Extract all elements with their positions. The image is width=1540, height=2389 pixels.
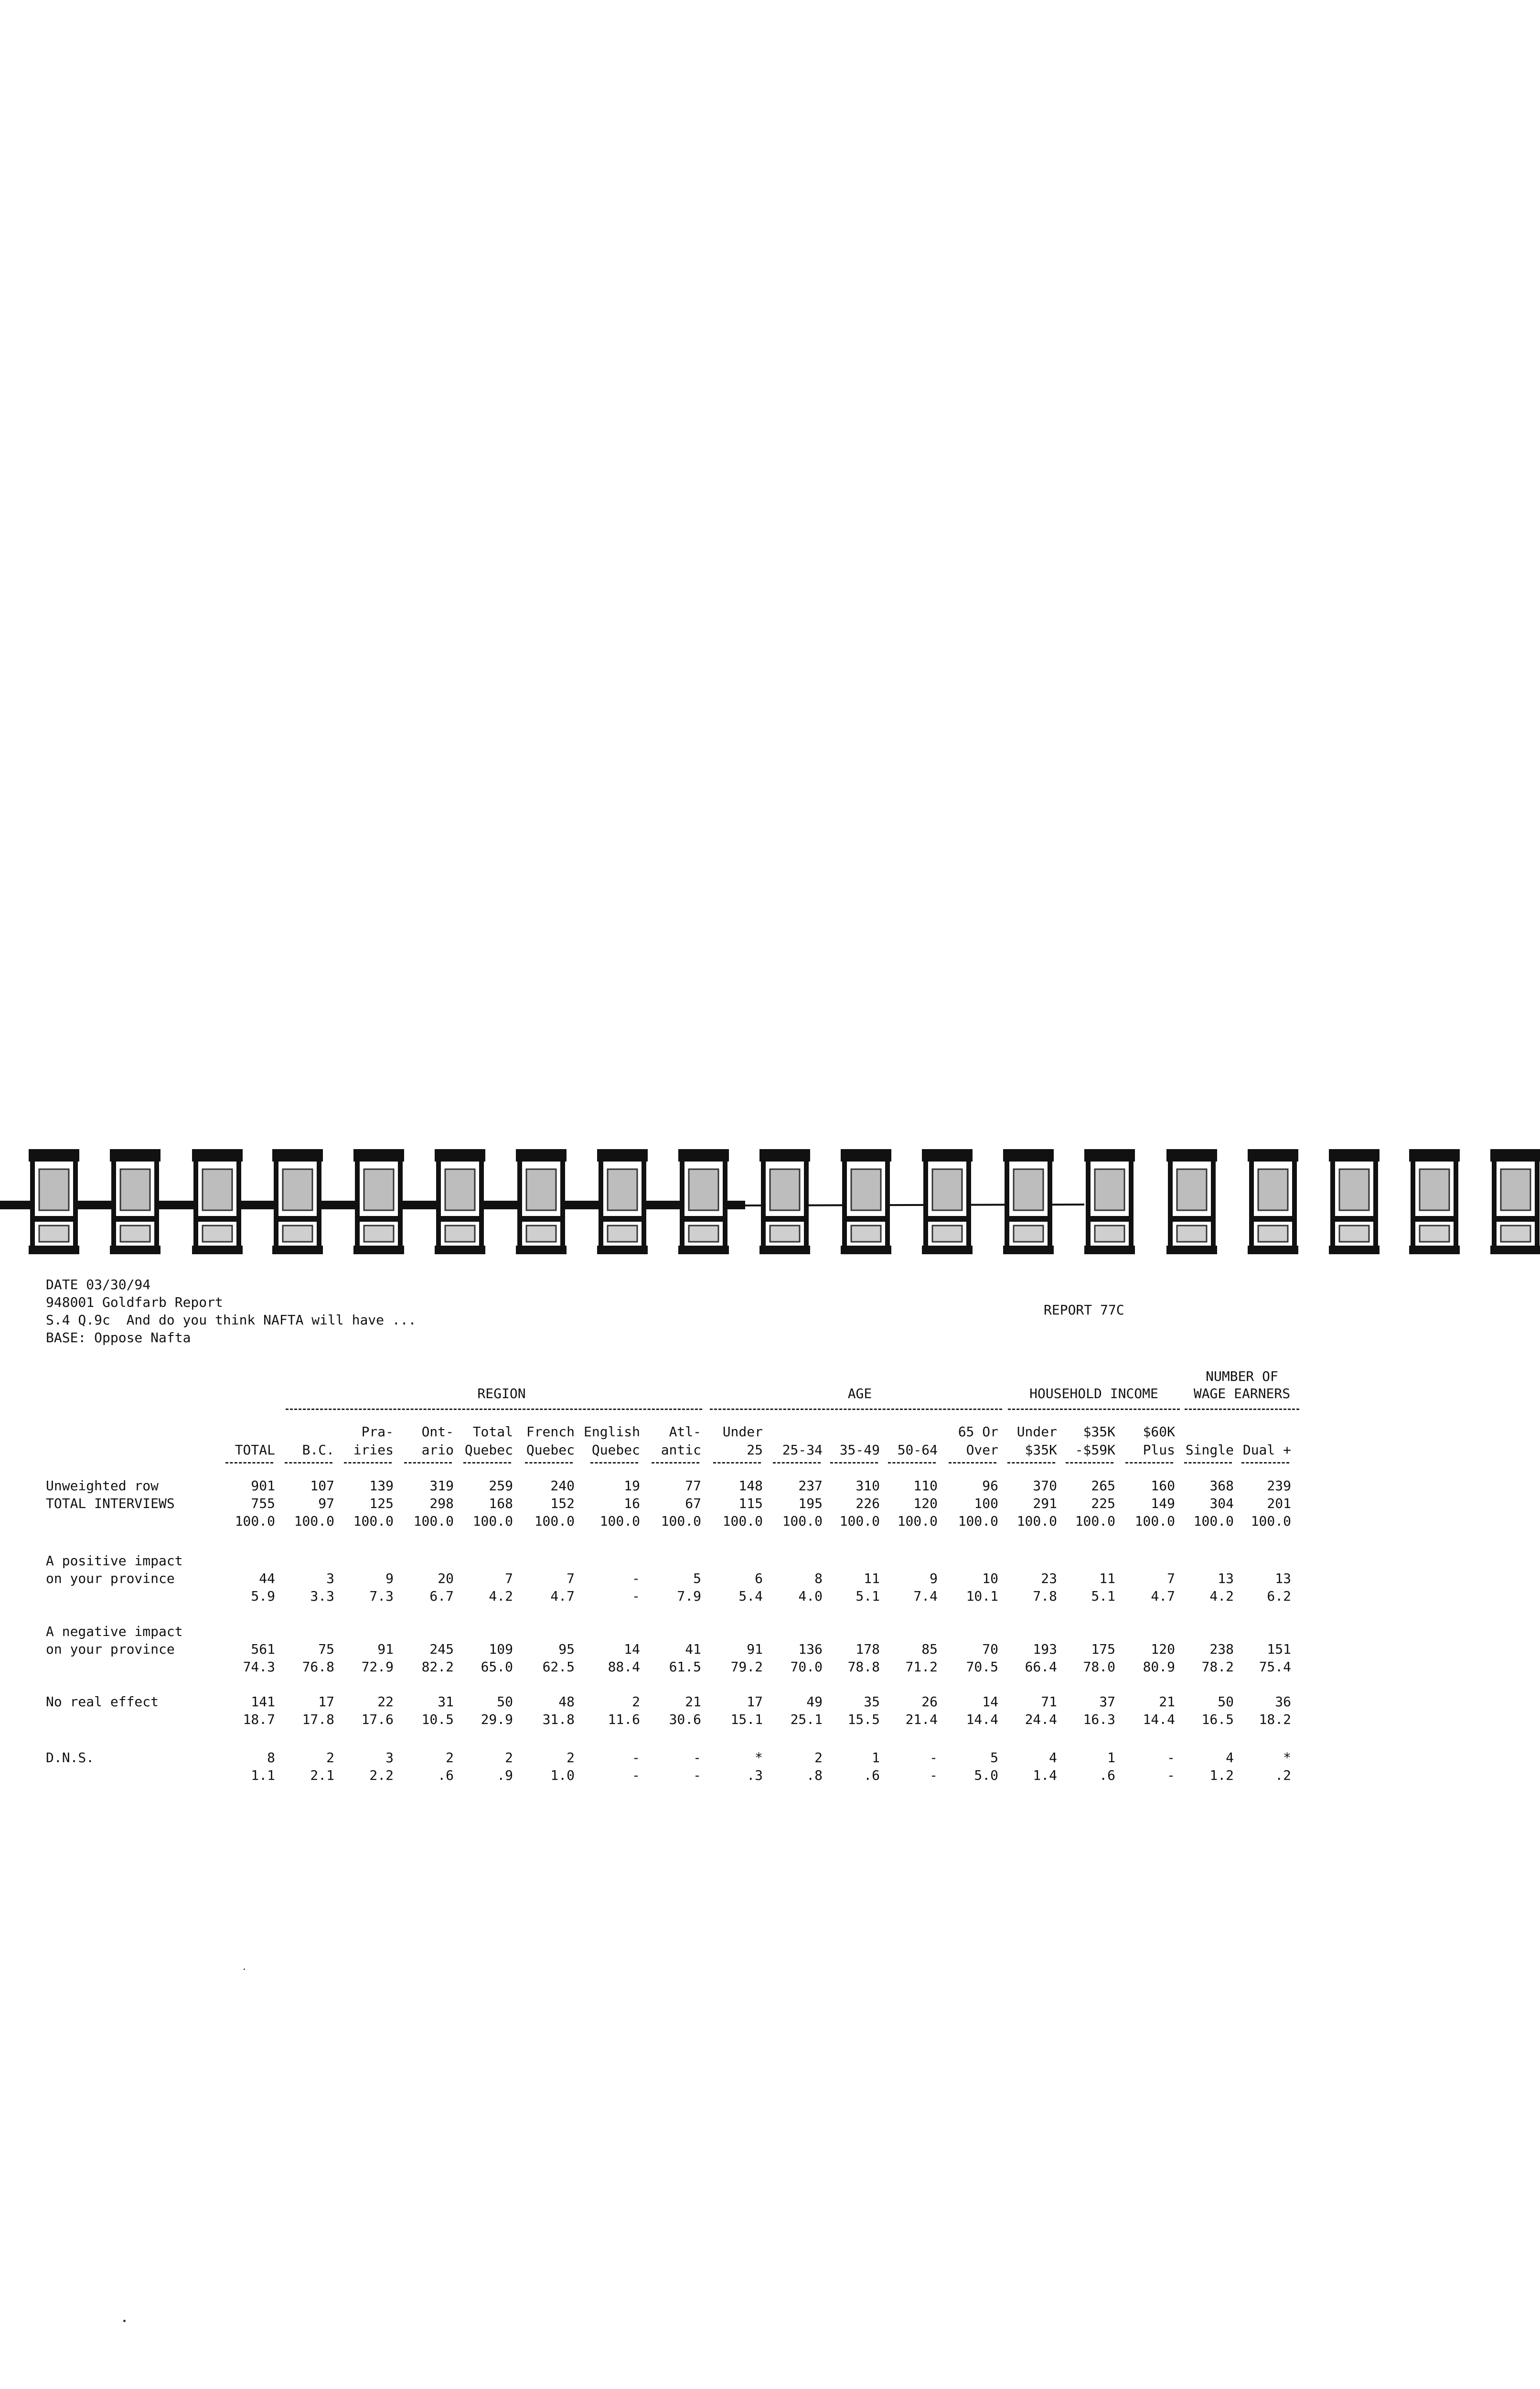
table-cell: 100.0 bbox=[472, 1513, 513, 1529]
table-cell: 70.5 bbox=[966, 1659, 998, 1675]
table-cell: 7.9 bbox=[677, 1588, 701, 1604]
table-cell: .8 bbox=[806, 1767, 823, 1783]
table-cell: 9 bbox=[385, 1571, 394, 1586]
column-underline bbox=[404, 1462, 452, 1464]
table-cell: 50 bbox=[497, 1694, 513, 1710]
table-cell: - bbox=[632, 1588, 640, 1604]
base-text: BASE: Oppose Nafta bbox=[46, 1330, 191, 1345]
table-cell: 238 bbox=[1209, 1641, 1234, 1657]
table-cell: - bbox=[1167, 1767, 1175, 1783]
table-cell: 5 bbox=[990, 1750, 998, 1765]
table-cell: 80.9 bbox=[1143, 1659, 1175, 1675]
table-cell: 100.0 bbox=[958, 1513, 998, 1529]
table-cell: 139 bbox=[369, 1478, 394, 1494]
column-header: -$59K bbox=[1075, 1442, 1115, 1458]
table-cell: 49 bbox=[806, 1694, 823, 1710]
table-cell: 31 bbox=[438, 1694, 454, 1710]
column-header: $60K bbox=[1143, 1424, 1175, 1440]
table-cell: 71 bbox=[1041, 1694, 1057, 1710]
row-label: on your province bbox=[46, 1571, 175, 1586]
table-cell: 110 bbox=[913, 1478, 938, 1494]
table-cell: 149 bbox=[1151, 1496, 1175, 1511]
table-cell: 160 bbox=[1151, 1478, 1175, 1494]
table-cell: * bbox=[1283, 1750, 1291, 1765]
column-header: French bbox=[526, 1424, 575, 1440]
table-cell: 77 bbox=[685, 1478, 701, 1494]
row-label: on your province bbox=[46, 1641, 175, 1657]
table-cell: 901 bbox=[251, 1478, 275, 1494]
group-age: AGE bbox=[847, 1386, 872, 1401]
table-cell: 136 bbox=[798, 1641, 823, 1657]
column-underline bbox=[1007, 1462, 1055, 1464]
table-cell: 2 bbox=[446, 1750, 454, 1765]
table-cell: 100.0 bbox=[1134, 1513, 1175, 1529]
age-rule bbox=[710, 1409, 1002, 1410]
table-cell: 1.1 bbox=[251, 1767, 275, 1783]
column-header: 35-49 bbox=[839, 1442, 880, 1458]
column-underline bbox=[525, 1462, 573, 1464]
table-cell: 4.0 bbox=[798, 1588, 823, 1604]
project-name: 948001 Goldfarb Report bbox=[46, 1294, 223, 1310]
table-cell: 319 bbox=[429, 1478, 454, 1494]
column-header: 25-34 bbox=[782, 1442, 823, 1458]
table-cell: 168 bbox=[489, 1496, 513, 1511]
column-header: 50-64 bbox=[897, 1442, 938, 1458]
table-cell: 14 bbox=[982, 1694, 998, 1710]
table-cell: 31.8 bbox=[542, 1711, 575, 1727]
table-cell: 1 bbox=[872, 1750, 880, 1765]
column-underline bbox=[1184, 1462, 1232, 1464]
table-cell: .2 bbox=[1275, 1767, 1291, 1783]
table-cell: 18.7 bbox=[243, 1711, 275, 1727]
column-header: 25 bbox=[747, 1442, 763, 1458]
table-cell: 201 bbox=[1267, 1496, 1291, 1511]
column-underline bbox=[344, 1462, 392, 1464]
binding-loop bbox=[1248, 1149, 1298, 1254]
column-header: ario bbox=[421, 1442, 454, 1458]
binding-loop bbox=[192, 1149, 243, 1254]
column-header: Ont- bbox=[421, 1424, 454, 1440]
table-cell: 310 bbox=[856, 1478, 880, 1494]
column-header: Dual + bbox=[1242, 1442, 1291, 1458]
table-cell: 7.3 bbox=[369, 1588, 394, 1604]
table-cell: - bbox=[632, 1750, 640, 1765]
table-cell: 10.1 bbox=[966, 1588, 998, 1604]
table-cell: 74.3 bbox=[243, 1659, 275, 1675]
table-cell: 368 bbox=[1209, 1478, 1234, 1494]
table-cell: 2.1 bbox=[310, 1767, 334, 1783]
binding-loop bbox=[110, 1149, 160, 1254]
table-cell: 17 bbox=[747, 1694, 763, 1710]
table-cell: .3 bbox=[747, 1767, 763, 1783]
column-header: English bbox=[583, 1424, 640, 1440]
table-cell: 21 bbox=[685, 1694, 701, 1710]
table-cell: 141 bbox=[251, 1694, 275, 1710]
table-cell: 3 bbox=[385, 1750, 394, 1765]
table-cell: 1.0 bbox=[550, 1767, 575, 1783]
table-cell: 100.0 bbox=[294, 1513, 334, 1529]
row-label: D.N.S. bbox=[46, 1750, 95, 1765]
table-cell: 100.0 bbox=[661, 1513, 701, 1529]
row-label: A negative impact bbox=[46, 1624, 183, 1639]
table-cell: 5 bbox=[693, 1571, 701, 1586]
binding-loop bbox=[1166, 1149, 1217, 1254]
table-cell: 4.2 bbox=[489, 1588, 513, 1604]
table-cell: 11 bbox=[1099, 1571, 1115, 1586]
table-cell: 239 bbox=[1267, 1478, 1291, 1494]
table-cell: 37 bbox=[1099, 1694, 1115, 1710]
column-header: $35K bbox=[1025, 1442, 1057, 1458]
table-cell: 76.8 bbox=[302, 1659, 334, 1675]
table-cell: 259 bbox=[489, 1478, 513, 1494]
table-cell: 100.0 bbox=[782, 1513, 823, 1529]
table-cell: 79.2 bbox=[730, 1659, 763, 1675]
binding-loop bbox=[435, 1149, 485, 1254]
table-cell: 2 bbox=[505, 1750, 513, 1765]
table-cell: 36 bbox=[1275, 1694, 1291, 1710]
table-cell: 21 bbox=[1159, 1694, 1175, 1710]
table-cell: 96 bbox=[982, 1478, 998, 1494]
column-underline bbox=[1125, 1462, 1173, 1464]
column-underline bbox=[773, 1462, 821, 1464]
table-cell: 2 bbox=[632, 1694, 640, 1710]
binding-loop bbox=[922, 1149, 973, 1254]
binding-loop bbox=[759, 1149, 810, 1254]
table-cell: 70 bbox=[982, 1641, 998, 1657]
column-underline bbox=[590, 1462, 638, 1464]
scan-speck bbox=[244, 1969, 245, 1970]
column-underline bbox=[285, 1462, 332, 1464]
table-cell: 78.0 bbox=[1083, 1659, 1115, 1675]
column-underline bbox=[225, 1462, 273, 1464]
table-cell: 2 bbox=[814, 1750, 823, 1765]
column-header: Quebec bbox=[464, 1442, 513, 1458]
earners-rule bbox=[1185, 1409, 1299, 1410]
table-cell: 97 bbox=[318, 1496, 334, 1511]
table-cell: 240 bbox=[550, 1478, 575, 1494]
table-cell: 100.0 bbox=[1016, 1513, 1057, 1529]
table-cell: - bbox=[930, 1750, 938, 1765]
binding-loop bbox=[597, 1149, 648, 1254]
column-header: Pra- bbox=[361, 1424, 394, 1440]
binding-loop bbox=[272, 1149, 323, 1254]
table-cell: 5.0 bbox=[974, 1767, 998, 1783]
table-cell: - bbox=[930, 1767, 938, 1783]
table-cell: 2 bbox=[567, 1750, 575, 1765]
table-cell: 5.1 bbox=[1091, 1588, 1115, 1604]
table-cell: 10.5 bbox=[421, 1711, 454, 1727]
binding-loop bbox=[841, 1149, 891, 1254]
column-underline bbox=[652, 1462, 699, 1464]
table-cell: 16.3 bbox=[1083, 1711, 1115, 1727]
table-cell: 11 bbox=[864, 1571, 880, 1586]
table-cell: 78.2 bbox=[1201, 1659, 1234, 1675]
table-cell: 13 bbox=[1275, 1571, 1291, 1586]
table-cell: 15.5 bbox=[847, 1711, 880, 1727]
table-cell: 100.0 bbox=[353, 1513, 394, 1529]
table-cell: 4.7 bbox=[550, 1588, 575, 1604]
table-cell: 4 bbox=[1226, 1750, 1234, 1765]
income-rule bbox=[1008, 1409, 1180, 1410]
table-cell: 5.9 bbox=[251, 1588, 275, 1604]
table-cell: 5.4 bbox=[738, 1588, 763, 1604]
group-earners-line1: NUMBER OF bbox=[1206, 1368, 1278, 1384]
table-cell: 13 bbox=[1218, 1571, 1234, 1586]
table-cell: 62.5 bbox=[542, 1659, 575, 1675]
table-cell: 8 bbox=[267, 1750, 275, 1765]
row-label: TOTAL INTERVIEWS bbox=[46, 1496, 175, 1511]
column-header: Under bbox=[1016, 1424, 1057, 1440]
column-header: antic bbox=[661, 1442, 701, 1458]
table-cell: 175 bbox=[1091, 1641, 1115, 1657]
table-cell: 100.0 bbox=[722, 1513, 763, 1529]
table-cell: 95 bbox=[558, 1641, 575, 1657]
column-header: Quebec bbox=[591, 1442, 640, 1458]
table-cell: 7.4 bbox=[913, 1588, 938, 1604]
table-cell: 1.4 bbox=[1033, 1767, 1057, 1783]
binding-loop bbox=[1003, 1149, 1054, 1254]
column-underline bbox=[888, 1462, 936, 1464]
table-cell: 109 bbox=[489, 1641, 513, 1657]
table-cell: 66.4 bbox=[1025, 1659, 1057, 1675]
column-underline bbox=[1241, 1462, 1289, 1464]
table-cell: 91 bbox=[747, 1641, 763, 1657]
spiral-binding bbox=[0, 1144, 1540, 1259]
table-cell: 14 bbox=[624, 1641, 640, 1657]
table-cell: 100.0 bbox=[1193, 1513, 1234, 1529]
table-cell: 7.8 bbox=[1033, 1588, 1057, 1604]
table-cell: 20 bbox=[438, 1571, 454, 1586]
column-header: Under bbox=[722, 1424, 763, 1440]
group-earners-line2: WAGE EARNERS bbox=[1193, 1386, 1291, 1401]
table-cell: 265 bbox=[1091, 1478, 1115, 1494]
table-cell: 3.3 bbox=[310, 1588, 334, 1604]
binding-loop bbox=[29, 1149, 79, 1254]
table-cell: 65.0 bbox=[481, 1659, 513, 1675]
column-header: Single bbox=[1185, 1442, 1234, 1458]
table-cell: 100.0 bbox=[1075, 1513, 1115, 1529]
table-cell: 16 bbox=[624, 1496, 640, 1511]
table-cell: 29.9 bbox=[481, 1711, 513, 1727]
table-cell: 298 bbox=[429, 1496, 454, 1511]
binding-loop bbox=[516, 1149, 567, 1254]
table-cell: 226 bbox=[856, 1496, 880, 1511]
table-cell: 6.2 bbox=[1267, 1588, 1291, 1604]
group-income: HOUSEHOLD INCOME bbox=[1029, 1386, 1158, 1401]
table-cell: 100.0 bbox=[897, 1513, 938, 1529]
table-cell: 100.0 bbox=[534, 1513, 575, 1529]
table-cell: 15.1 bbox=[730, 1711, 763, 1727]
table-cell: - bbox=[693, 1750, 701, 1765]
report-date: DATE 03/30/94 bbox=[46, 1277, 151, 1292]
table-cell: 100.0 bbox=[599, 1513, 640, 1529]
table-cell: 10 bbox=[982, 1571, 998, 1586]
table-cell: 50 bbox=[1218, 1694, 1234, 1710]
row-label: No real effect bbox=[46, 1694, 159, 1710]
column-header: TOTAL bbox=[235, 1442, 275, 1458]
table-cell: 195 bbox=[798, 1496, 823, 1511]
column-underline bbox=[1066, 1462, 1113, 1464]
table-cell: 16.5 bbox=[1201, 1711, 1234, 1727]
table-cell: .9 bbox=[497, 1767, 513, 1783]
table-cell: 7 bbox=[505, 1571, 513, 1586]
binding-loop bbox=[1084, 1149, 1135, 1254]
table-cell: 100.0 bbox=[1251, 1513, 1291, 1529]
table-cell: 72.9 bbox=[361, 1659, 394, 1675]
table-cell: 370 bbox=[1033, 1478, 1057, 1494]
table-cell: 17.6 bbox=[361, 1711, 394, 1727]
table-cell: 561 bbox=[251, 1641, 275, 1657]
table-cell: 18.2 bbox=[1259, 1711, 1291, 1727]
table-cell: 6 bbox=[755, 1571, 763, 1586]
column-header: Plus bbox=[1143, 1442, 1175, 1458]
table-cell: 30.6 bbox=[669, 1711, 701, 1727]
table-cell: 88.4 bbox=[608, 1659, 640, 1675]
column-header: B.C. bbox=[302, 1442, 334, 1458]
table-cell: 291 bbox=[1033, 1496, 1057, 1511]
table-cell: 24.4 bbox=[1025, 1711, 1057, 1727]
table-cell: 100.0 bbox=[413, 1513, 454, 1529]
table-cell: 225 bbox=[1091, 1496, 1115, 1511]
column-underline bbox=[713, 1462, 761, 1464]
table-cell: 193 bbox=[1033, 1641, 1057, 1657]
report-id: REPORT 77C bbox=[1044, 1302, 1124, 1318]
table-cell: 7 bbox=[567, 1571, 575, 1586]
table-cell: 152 bbox=[550, 1496, 575, 1511]
table-cell: 755 bbox=[251, 1496, 275, 1511]
table-cell: 237 bbox=[798, 1478, 823, 1494]
table-cell: 35 bbox=[864, 1694, 880, 1710]
table-cell: 6.7 bbox=[429, 1588, 454, 1604]
table-cell: 17 bbox=[318, 1694, 334, 1710]
scan-speck bbox=[123, 2320, 126, 2322]
table-cell: 78.8 bbox=[847, 1659, 880, 1675]
table-cell: 14.4 bbox=[966, 1711, 998, 1727]
region-rule bbox=[286, 1409, 702, 1410]
table-cell: 11.6 bbox=[608, 1711, 640, 1727]
table-cell: - bbox=[632, 1571, 640, 1586]
column-header: Atl- bbox=[669, 1424, 701, 1440]
group-region: REGION bbox=[477, 1386, 526, 1401]
table-cell: 25.1 bbox=[790, 1711, 823, 1727]
table-cell: - bbox=[632, 1767, 640, 1783]
table-cell: 44 bbox=[259, 1571, 275, 1586]
table-cell: 304 bbox=[1209, 1496, 1234, 1511]
table-cell: 91 bbox=[377, 1641, 394, 1657]
table-cell: 151 bbox=[1267, 1641, 1291, 1657]
binding-loop bbox=[353, 1149, 404, 1254]
question-text: S.4 Q.9c And do you think NAFTA will have ... bbox=[46, 1312, 417, 1328]
table-cell: 48 bbox=[558, 1694, 575, 1710]
table-cell: 70.0 bbox=[790, 1659, 823, 1675]
table-cell: .6 bbox=[438, 1767, 454, 1783]
table-cell: * bbox=[755, 1750, 763, 1765]
column-header: Total bbox=[472, 1424, 513, 1440]
table-cell: 3 bbox=[326, 1571, 334, 1586]
table-cell: 4.7 bbox=[1151, 1588, 1175, 1604]
table-cell: 125 bbox=[369, 1496, 394, 1511]
table-cell: 4.2 bbox=[1209, 1588, 1234, 1604]
table-cell: 4 bbox=[1049, 1750, 1057, 1765]
table-cell: 148 bbox=[738, 1478, 763, 1494]
table-cell: 178 bbox=[856, 1641, 880, 1657]
table-cell: 1 bbox=[1107, 1750, 1115, 1765]
table-cell: 21.4 bbox=[905, 1711, 938, 1727]
table-cell: 115 bbox=[738, 1496, 763, 1511]
table-cell: 75 bbox=[318, 1641, 334, 1657]
column-underline bbox=[463, 1462, 511, 1464]
column-underline bbox=[949, 1462, 996, 1464]
table-cell: 22 bbox=[377, 1694, 394, 1710]
table-cell: 67 bbox=[685, 1496, 701, 1511]
binding-loop bbox=[1409, 1149, 1460, 1254]
binding-loop bbox=[1490, 1149, 1540, 1254]
table-cell: 7 bbox=[1167, 1571, 1175, 1586]
table-cell: 71.2 bbox=[905, 1659, 938, 1675]
table-cell: 120 bbox=[1151, 1641, 1175, 1657]
table-cell: 82.2 bbox=[421, 1659, 454, 1675]
column-header: 65 Or bbox=[958, 1424, 998, 1440]
table-cell: 85 bbox=[921, 1641, 938, 1657]
binding-loop bbox=[678, 1149, 729, 1254]
column-header: iries bbox=[353, 1442, 394, 1458]
table-cell: 1.2 bbox=[1209, 1767, 1234, 1783]
table-cell: 9 bbox=[930, 1571, 938, 1586]
row-label: A positive impact bbox=[46, 1553, 183, 1569]
table-cell: 75.4 bbox=[1259, 1659, 1291, 1675]
table-cell: - bbox=[693, 1767, 701, 1783]
table-cell: 5.1 bbox=[856, 1588, 880, 1604]
binding-loop bbox=[1329, 1149, 1380, 1254]
table-cell: 23 bbox=[1041, 1571, 1057, 1586]
table-cell: - bbox=[1167, 1750, 1175, 1765]
table-cell: 120 bbox=[913, 1496, 938, 1511]
table-cell: 41 bbox=[685, 1641, 701, 1657]
column-header: Quebec bbox=[526, 1442, 575, 1458]
table-cell: 100.0 bbox=[235, 1513, 275, 1529]
column-header: Over bbox=[966, 1442, 998, 1458]
table-cell: 100 bbox=[974, 1496, 998, 1511]
table-cell: 2 bbox=[326, 1750, 334, 1765]
table-cell: 14.4 bbox=[1143, 1711, 1175, 1727]
table-cell: 100.0 bbox=[839, 1513, 880, 1529]
table-cell: 17.8 bbox=[302, 1711, 334, 1727]
column-underline bbox=[830, 1462, 878, 1464]
table-cell: 245 bbox=[429, 1641, 454, 1657]
table-cell: .6 bbox=[864, 1767, 880, 1783]
table-cell: 19 bbox=[624, 1478, 640, 1494]
table-cell: .6 bbox=[1099, 1767, 1115, 1783]
column-header: $35K bbox=[1083, 1424, 1115, 1440]
row-label: Unweighted row bbox=[46, 1478, 159, 1494]
table-cell: 61.5 bbox=[669, 1659, 701, 1675]
table-cell: 26 bbox=[921, 1694, 938, 1710]
table-cell: 107 bbox=[310, 1478, 334, 1494]
table-cell: 8 bbox=[814, 1571, 823, 1586]
table-cell: 2.2 bbox=[369, 1767, 394, 1783]
